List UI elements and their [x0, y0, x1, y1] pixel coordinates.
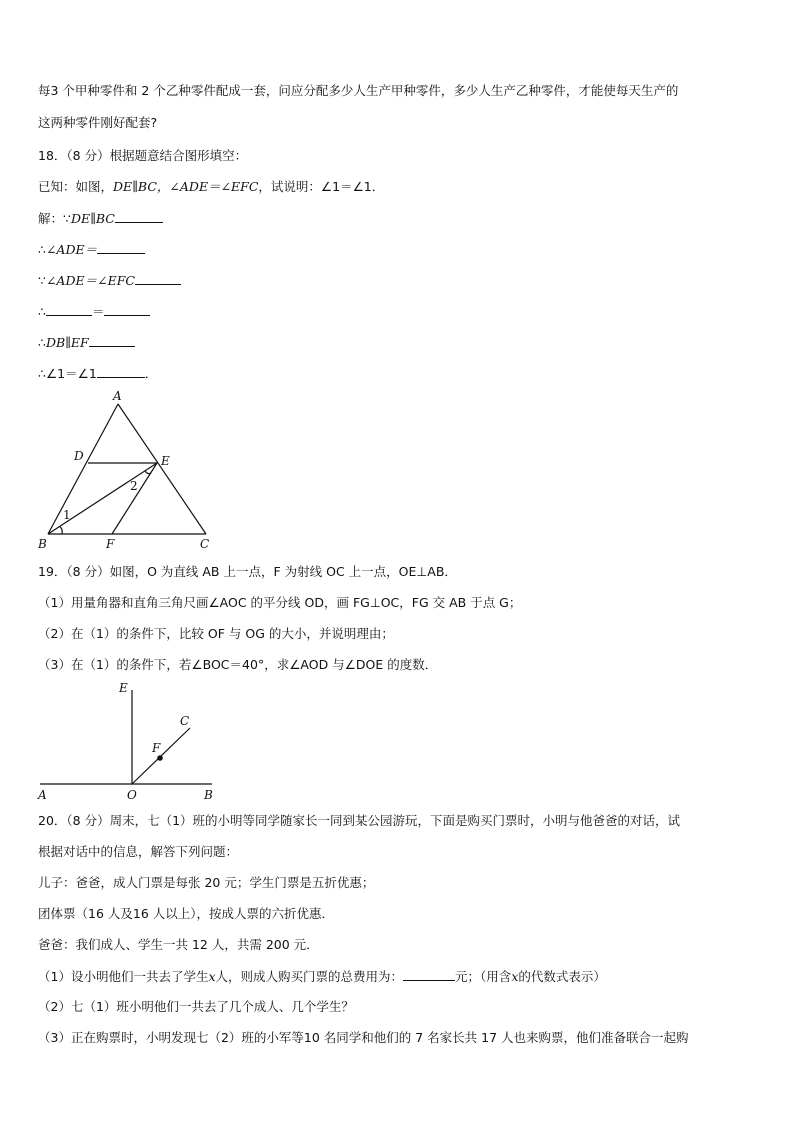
label-e: E: [119, 681, 128, 695]
label-angle-2: 2: [130, 479, 138, 493]
q19-heading: 19．（8 分）如图，O 为直线 AB 上一点，F 为射线 OC 上一点，OE⊥AB．: [38, 564, 457, 579]
q18-step3-prefix: ∵: [38, 273, 46, 288]
q18-blank-1[interactable]: [115, 210, 163, 223]
q19-part3: （3）在（1）的条件下，若∠BOC＝40°，求∠AOD 与∠DOE 的度数．: [38, 657, 438, 672]
side-ac: [118, 404, 206, 534]
q20-son: 儿子：爸爸，成人门票是每张 20 元；学生门票是五折优惠；: [38, 875, 375, 890]
q17-line2: 这两种零件刚好配套?: [38, 115, 158, 130]
q18-blank-5[interactable]: [104, 303, 150, 316]
side-ab: [48, 404, 118, 534]
label-o: O: [127, 788, 137, 802]
q20-part1-b: 人，则成人购买门票的总费用为：: [215, 969, 404, 984]
q20-blank-1[interactable]: [403, 968, 455, 981]
q18-blank-7[interactable]: [97, 365, 145, 378]
q18-step6: [38, 365, 157, 382]
q19-part2: （2）在（1）的条件下，比较 OF 与 OG 的大小，并说明理由；: [38, 626, 394, 641]
q18-step5: [38, 334, 135, 351]
q20-part1-d: 的代数式表示）: [518, 969, 606, 984]
segment-be: [48, 463, 157, 534]
q18-step2: [38, 241, 145, 258]
q19-figure: [30, 678, 230, 803]
q18-blank-2[interactable]: [97, 241, 145, 254]
q20-part3: （3）正在购票时，小明发现七（2）班的小军等10 名同学和他们的 7 名家长共 17 人也来购票，他们准备联合一起购: [38, 1030, 689, 1045]
q18-given-suffix: ，试说明：∠1＝∠1．: [258, 179, 385, 194]
q20-part1-x2: x: [511, 969, 519, 984]
label-f: F: [106, 537, 115, 551]
q20-group: 团体票（16 人及16 人以上），按成人票的六折优惠．: [38, 906, 335, 921]
q18-blank-6[interactable]: [89, 334, 135, 347]
q18-step5-math: DB∥EF: [45, 335, 89, 350]
q20-dad: 爸爸：我们成人、学生一共 12 人，共需 200 元．: [38, 937, 319, 952]
q18-step1-prefix: 解：∵: [38, 211, 71, 226]
angle-2-arc: [145, 471, 151, 474]
q18-step6-end: ．: [144, 366, 158, 381]
label-e: E: [161, 454, 170, 468]
q18-step4-prefix: ∴: [38, 304, 46, 319]
q18-given-prefix: 已知：如图，: [38, 179, 114, 194]
q20-part1-x: x: [208, 969, 216, 984]
label-a: A: [113, 389, 122, 403]
q18-step3-math: ∠ADE＝∠EFC: [45, 273, 135, 288]
q18-step1-math: DE∥BC: [70, 211, 115, 226]
label-c: C: [180, 714, 190, 728]
q18-step4-eq: ＝: [91, 304, 105, 319]
q20-heading: 20．（8 分）周末，七（1）班的小明等同学随家长一同到某公园游玩，下面是购买门票时，小明与他爸爸的对话，试: [38, 813, 681, 828]
q18-given: [38, 179, 384, 195]
label-d: D: [74, 449, 84, 463]
q18-step5-prefix: ∴: [38, 335, 46, 350]
q18-step6-prefix: ∴∠1＝∠1: [38, 366, 97, 381]
q19-part1: （1）用量角器和直角三角尺画∠AOC 的平分线 OD，画 FG⊥OC，FG 交 AB 于点 G；: [38, 595, 522, 610]
q20-heading2: 根据对话中的信息，解答下列问题：: [38, 844, 239, 859]
q18-blank-3[interactable]: [135, 272, 181, 285]
q18-step1: [38, 210, 163, 227]
angle-1-arc: [60, 527, 62, 534]
q20-part1-a: （1）设小明他们一共去了学生: [38, 969, 209, 984]
label-a: A: [38, 788, 47, 802]
q20-part1: [38, 968, 606, 985]
label-b: B: [204, 788, 213, 802]
q18-step4: [38, 303, 150, 320]
q20-part1-c: 元；（用含: [455, 969, 512, 984]
point-f: [157, 755, 163, 761]
q18-blank-4[interactable]: [46, 303, 92, 316]
q18-step2-math: ∠ADE＝: [45, 242, 98, 257]
label-angle-1: 1: [63, 508, 71, 522]
q17-line1: 每3 个甲种零件和 2 个乙种零件配成一套，问应分配多少人生产甲种零件，多少人生产乙种零件，才能使每天生产的: [38, 83, 679, 98]
q18-triangle-figure: [30, 388, 230, 553]
q18-given-math: DE∥BC，∠ADE＝∠EFC: [113, 179, 259, 194]
label-f: F: [152, 741, 161, 755]
label-c: C: [200, 537, 210, 551]
q18-step3: [38, 272, 181, 289]
label-b: B: [38, 537, 47, 551]
q18-heading: 18．（8 分）根据题意结合图形填空：: [38, 148, 248, 163]
q18-step2-prefix: ∴: [38, 242, 46, 257]
q20-part2: （2）七（1）班小明他们一共去了几个成人、几个学生？: [38, 999, 354, 1014]
